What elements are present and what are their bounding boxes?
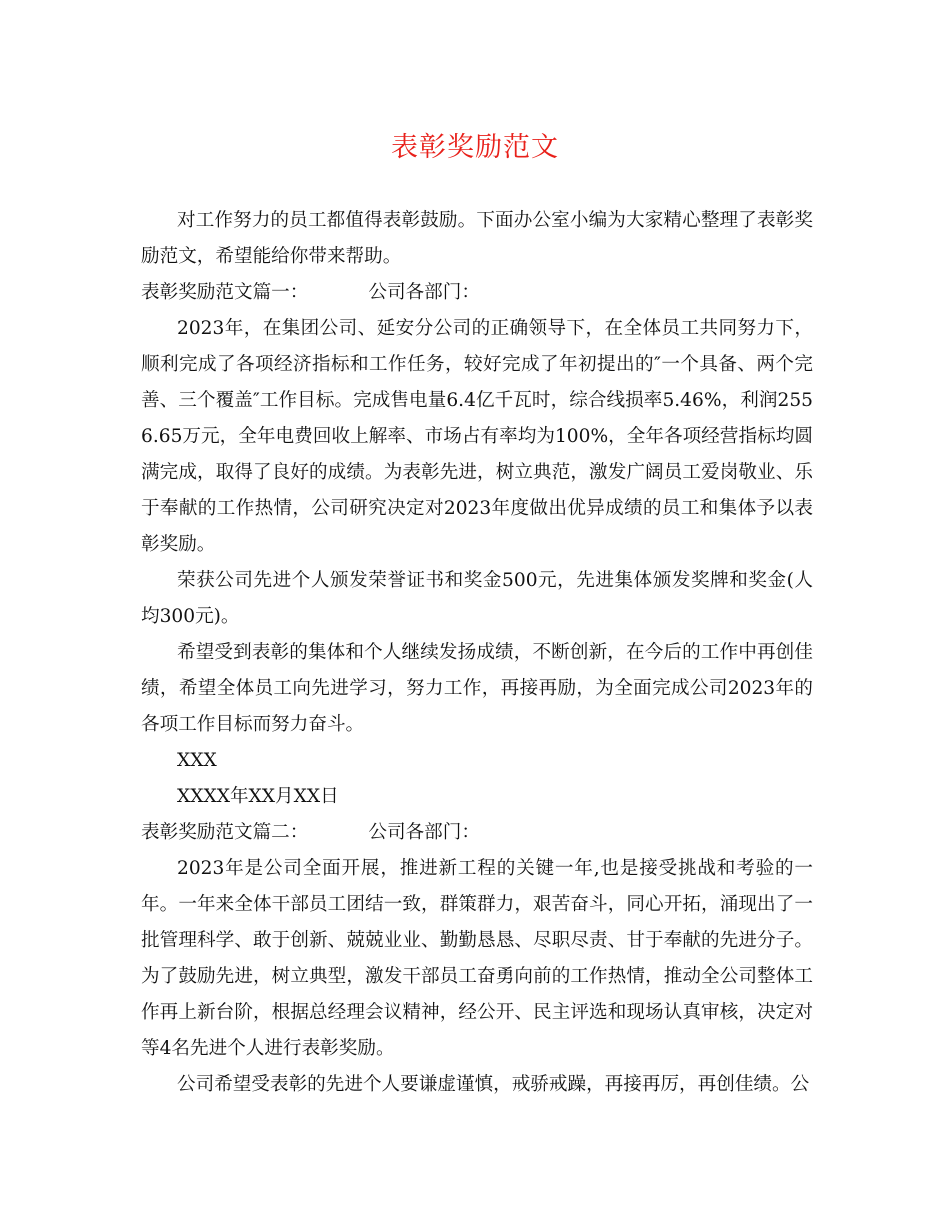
sample2-paragraph-2: 公司希望受表彰的先进个人要谦虚谨慎，戒骄戒躁，再接再厉，再创佳绩。公 [177, 1074, 810, 1095]
document-title: 表彰奖励范文 [391, 132, 559, 163]
sample1-signature: XXX [177, 750, 217, 771]
sample2-heading [141, 815, 813, 851]
sample1-paragraph-2: 荣获公司先进个人颁发荣誉证书和奖金500元，先进集体颁发奖牌和奖金(人均300元)。 [141, 570, 813, 627]
sample1-addressee: 公司各部门： [368, 282, 480, 303]
document-body [141, 203, 813, 1103]
sample1-label: 表彰奖励范文篇一： [141, 282, 309, 303]
intro-paragraph: 对工作努力的员工都值得表彰鼓励。下面办公室小编为大家精心整理了表彰奖励范文，希望能给你带来帮助。 [141, 210, 813, 267]
sample1-paragraph-1: 2023年，在集团公司、延安分公司的正确领导下，在全体员工共同努力下，顺利完成了各项经济指标和工作任务，较好完成了年初提出的″一个具备、两个完善、三个覆盖″工作目标。完成售电量6.4亿千瓦时，综合线损率5.46%，利润2556.65万元，全年电费回收上解率、市场占有率均为100%，全年各项经营指标均圆满完成，取得了良好的成绩。为表彰先进，树立典范，激发广阔员工爱岗敬业、乐于奉献的工作热情，公司研究决定对2023年度做出优异成绩的员工和集体予以表彰奖励。 [141, 318, 813, 555]
sample1-paragraph-3: 希望受到表彰的集体和个人继续发扬成绩，不断创新，在今后的工作中再创佳绩，希望全体员工向先进学习，努力工作，再接再励，为全面完成公司2023年的各项工作目标而努力奋斗。 [141, 642, 813, 735]
sample2-addressee: 公司各部门： [368, 822, 480, 843]
sample2-label: 表彰奖励范文篇二： [141, 822, 309, 843]
sample1-heading [141, 275, 813, 311]
sample1-date: XXXX年XX月XX日 [177, 786, 339, 807]
sample2-paragraph-1: 2023年是公司全面开展，推进新工程的关键一年,也是接受挑战和考验的一年。一年来全体干部员工团结一致，群策群力，艰苦奋斗，同心开拓，涌现出了一批管理科学、敢于创新、兢兢业业、勤勤恳恳、尽职尽责、甘于奉献的先进分子。为了鼓励先进，树立典型，激发干部员工奋勇向前的工作热情，推动全公司整体工作再上新台阶，根据总经理会议精神，经公开、民主评选和现场认真审核，决定对等4名先进个人进行表彰奖励。 [141, 858, 813, 1059]
